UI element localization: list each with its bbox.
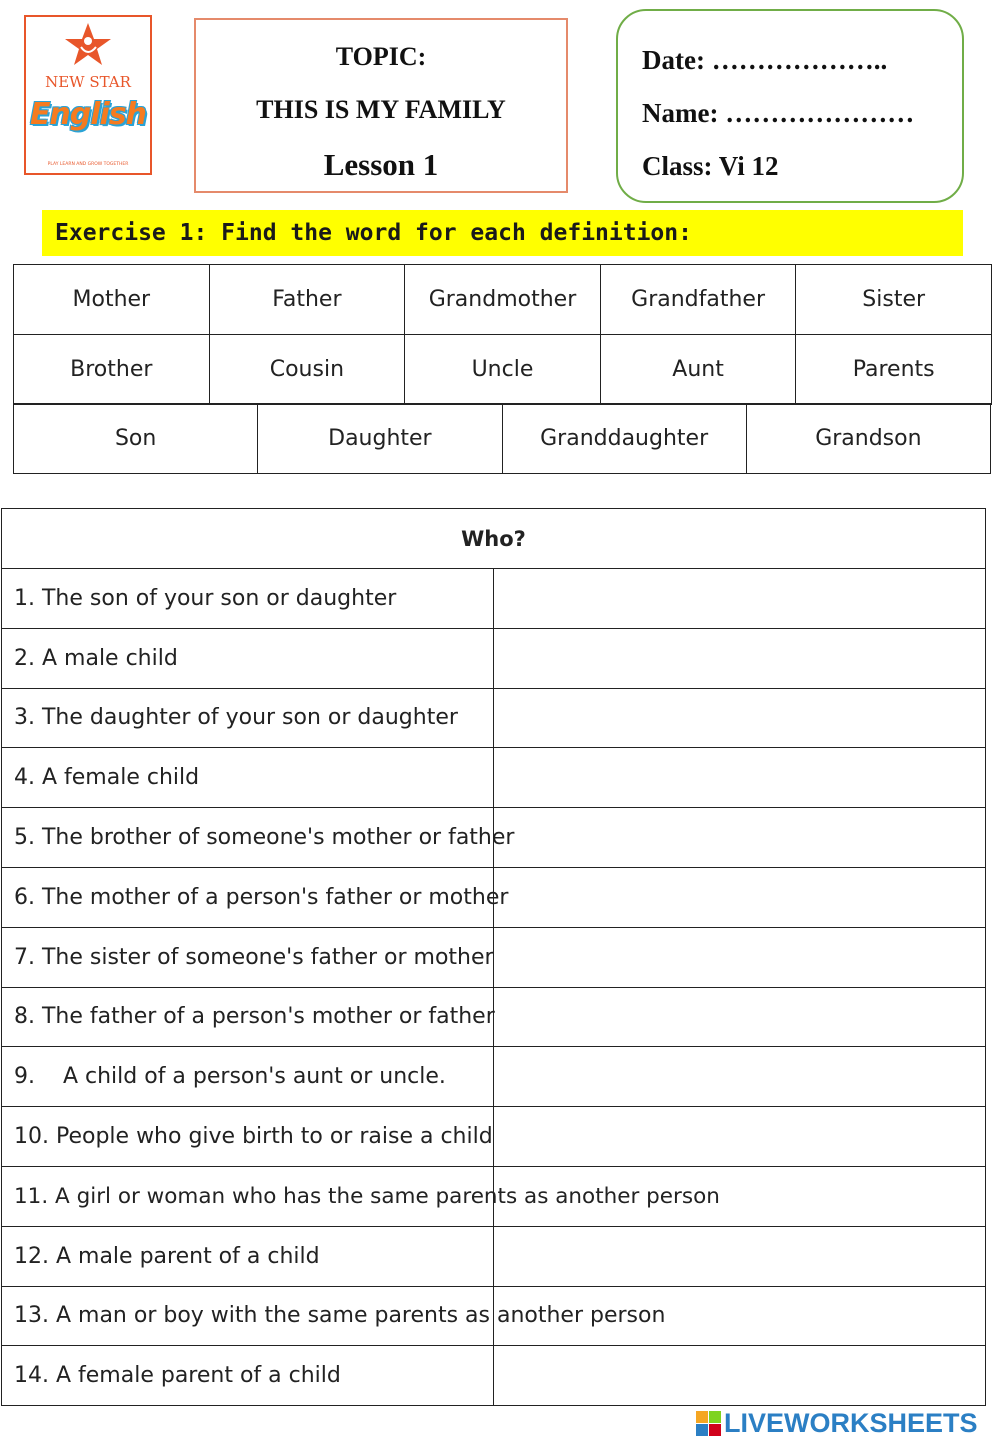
word-bank-cell: Aunt bbox=[600, 335, 796, 405]
logo-english-word: English bbox=[29, 97, 147, 132]
question-row bbox=[2, 808, 986, 868]
word-bank-cell: Mother bbox=[14, 265, 210, 335]
question-row bbox=[2, 1346, 986, 1406]
questions-header: Who? bbox=[2, 509, 986, 569]
question-row bbox=[2, 927, 986, 987]
answer-box[interactable] bbox=[494, 1346, 986, 1406]
question-row bbox=[2, 987, 986, 1047]
word-bank-cell: Grandfather bbox=[600, 265, 796, 335]
answer-box[interactable] bbox=[494, 1047, 986, 1107]
question-row bbox=[2, 628, 986, 688]
answer-box[interactable] bbox=[494, 867, 986, 927]
question-row bbox=[2, 1047, 986, 1107]
word-bank-row bbox=[14, 335, 992, 405]
word-bank-row bbox=[14, 265, 992, 335]
student-info-box bbox=[616, 9, 964, 203]
answer-box[interactable] bbox=[494, 808, 986, 868]
question-row bbox=[2, 1226, 986, 1286]
lesson-label: Lesson 1 bbox=[323, 147, 439, 182]
question-text: 3. The daughter of your son or daughter bbox=[2, 688, 494, 748]
topic-title: THIS IS MY FAMILY bbox=[256, 95, 506, 124]
question-text: 6. The mother of a person's father or mother bbox=[2, 867, 494, 927]
liveworksheets-brand: LIVEWORKSHEETS bbox=[724, 1408, 978, 1438]
question-row bbox=[2, 748, 986, 808]
word-bank-table bbox=[13, 264, 992, 405]
class-field: Class: Vi 12 bbox=[642, 151, 779, 181]
word-bank-cell: Uncle bbox=[405, 335, 601, 405]
star-icon bbox=[26, 17, 150, 77]
question-text: 1. The son of your son or daughter bbox=[2, 569, 494, 629]
question-row bbox=[2, 867, 986, 927]
question-row bbox=[2, 1286, 986, 1346]
word-bank-cell: Brother bbox=[14, 335, 210, 405]
question-row bbox=[2, 1166, 986, 1226]
question-text: 2. A male child bbox=[2, 628, 494, 688]
word-bank-cell: Granddaughter bbox=[502, 404, 746, 474]
question-row bbox=[2, 569, 986, 629]
word-bank-cell: Cousin bbox=[209, 335, 405, 405]
question-text: 13. A man or boy with the same parents as another person bbox=[2, 1286, 494, 1346]
answer-box[interactable] bbox=[494, 748, 986, 808]
questions-table bbox=[1, 508, 986, 1406]
answer-box[interactable] bbox=[494, 569, 986, 629]
word-bank-cell: Father bbox=[209, 265, 405, 335]
logo-tagline: PLAY LEARN AND GROW TOGETHER bbox=[47, 162, 129, 167]
answer-box[interactable] bbox=[494, 1107, 986, 1167]
question-text: 9. A child of a person's aunt or uncle. bbox=[2, 1047, 494, 1107]
word-bank-cell: Daughter bbox=[258, 404, 502, 474]
new-star-english-logo bbox=[24, 15, 152, 175]
name-field[interactable]: Name: ………………… bbox=[642, 98, 915, 128]
question-text: 4. A female child bbox=[2, 748, 494, 808]
answer-box[interactable] bbox=[494, 1226, 986, 1286]
word-bank-cell: Son bbox=[14, 404, 258, 474]
logo-brand-text: NEW STAR bbox=[45, 73, 131, 91]
word-bank-cell: Grandmother bbox=[405, 265, 601, 335]
question-text: 14. A female parent of a child bbox=[2, 1346, 494, 1406]
answer-box[interactable] bbox=[494, 628, 986, 688]
question-text: 8. The father of a person's mother or father bbox=[2, 987, 494, 1047]
liveworksheets-logo-icon bbox=[696, 1411, 722, 1437]
word-bank-cell: Sister bbox=[796, 265, 992, 335]
question-text: 12. A male parent of a child bbox=[2, 1226, 494, 1286]
topic-label: TOPIC: bbox=[335, 42, 427, 71]
word-bank-cell: Grandson bbox=[746, 404, 990, 474]
questions-header-row bbox=[2, 509, 986, 569]
answer-box[interactable] bbox=[494, 688, 986, 748]
question-text: 10. People who give birth to or raise a child bbox=[2, 1107, 494, 1167]
word-bank-cell: Parents bbox=[796, 335, 992, 405]
date-field[interactable]: Date: ……………….. bbox=[642, 45, 888, 75]
exercise-title: Exercise 1: Find the word for each definition: bbox=[42, 210, 963, 256]
question-text: 7. The sister of someone's father or mother bbox=[2, 927, 494, 987]
word-bank-row bbox=[14, 404, 991, 474]
word-bank-table-row3 bbox=[13, 403, 991, 474]
answer-box[interactable] bbox=[494, 927, 986, 987]
topic-box bbox=[194, 18, 568, 193]
answer-box[interactable] bbox=[494, 987, 986, 1047]
question-text: 11. A girl or woman who has the same parents as another person bbox=[2, 1166, 494, 1226]
question-row bbox=[2, 1107, 986, 1167]
question-text: 5. The brother of someone's mother or father bbox=[2, 808, 494, 868]
question-row bbox=[2, 688, 986, 748]
